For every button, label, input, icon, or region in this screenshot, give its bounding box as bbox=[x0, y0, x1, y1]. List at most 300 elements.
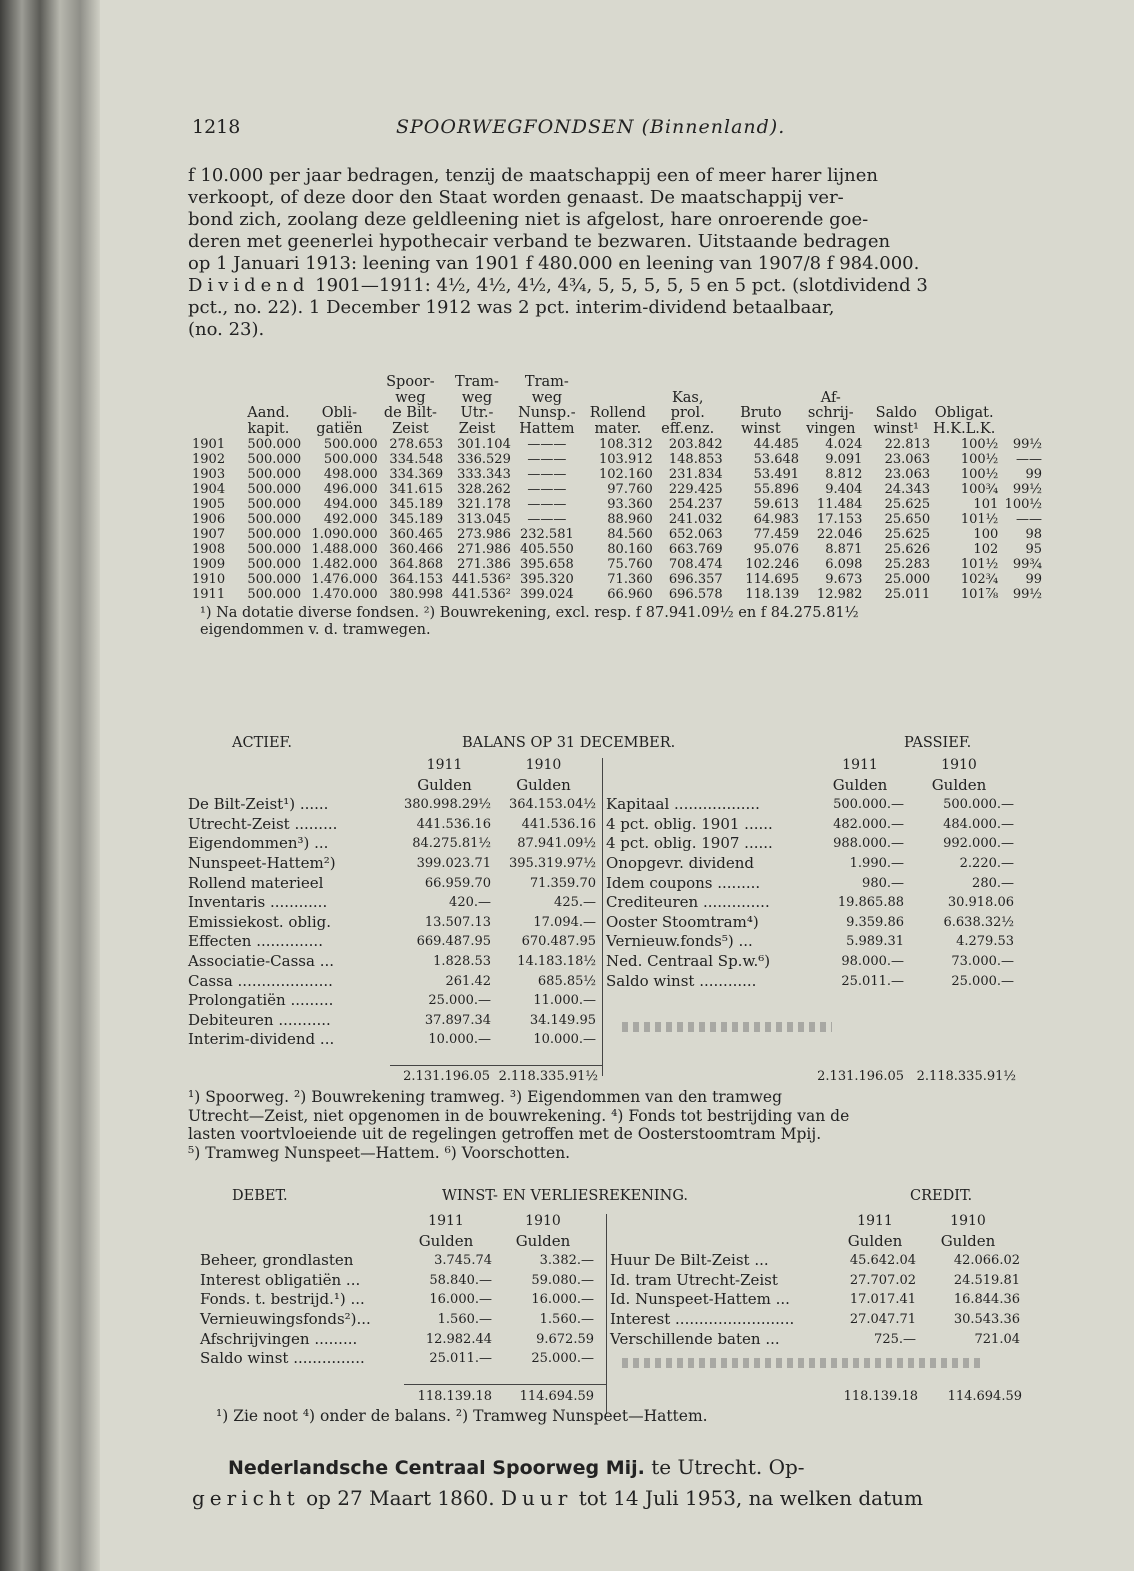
table-cell: 24.343 bbox=[884, 482, 931, 497]
debet-block bbox=[200, 1212, 594, 1369]
table-cell: 500.000 bbox=[247, 512, 302, 527]
header-cell bbox=[192, 422, 236, 438]
row-label: Interest obligatiën ... bbox=[200, 1270, 361, 1289]
table-cell: 328.262 bbox=[457, 482, 511, 497]
dividend-table bbox=[192, 375, 1132, 639]
table-cell: 101½ bbox=[960, 512, 999, 527]
year-cell: 1904 bbox=[192, 482, 226, 497]
table-cell: 229.425 bbox=[668, 482, 723, 497]
row-value-1911: 16.000.— bbox=[429, 1292, 492, 1308]
row-value-1910: 484.000.— bbox=[943, 816, 1014, 832]
header-cell: winst¹ bbox=[873, 420, 919, 437]
table-cell: 25.011 bbox=[884, 587, 931, 602]
activa-row bbox=[188, 932, 596, 952]
row-value-1911: 669.487.95 bbox=[416, 934, 491, 950]
table-cell: 696.578 bbox=[668, 587, 723, 602]
footnote-line: lasten voortvloeiende uit de regelingen getroffen met de Oosterstoomtram Mpij. bbox=[188, 1125, 822, 1143]
table-cell: 118.139 bbox=[745, 587, 800, 602]
row-value-1911: 3.745.74 bbox=[434, 1253, 492, 1269]
company-text: te Utrecht. Op- bbox=[644, 1455, 805, 1479]
header-cell: winst bbox=[741, 420, 781, 437]
activa-row bbox=[188, 854, 596, 874]
unit-label: Gulden bbox=[515, 1231, 571, 1250]
total-1910: 2.118.335.91½ bbox=[498, 1069, 598, 1084]
row-value-1910: 25.000.— bbox=[951, 973, 1014, 989]
table-cell: 97.760 bbox=[607, 482, 653, 497]
table-cell: 399.024 bbox=[519, 587, 574, 602]
table-cell: 102 bbox=[973, 542, 999, 557]
header-cell: eff.enz. bbox=[661, 420, 715, 437]
header-cell bbox=[192, 391, 236, 407]
row-label: Rollend materieel bbox=[188, 873, 324, 892]
table-cell: 99½ bbox=[1012, 437, 1042, 452]
table-cell: 333.343 bbox=[457, 467, 511, 482]
table-cell: 1.470.000 bbox=[311, 587, 378, 602]
table-cell: 71.360 bbox=[607, 572, 653, 587]
year-cell: 1907 bbox=[192, 527, 226, 542]
year-1910: 1910 bbox=[525, 757, 562, 773]
table-cell: 360.466 bbox=[389, 542, 444, 557]
table-cell: 101⅞ bbox=[960, 587, 999, 602]
passiva-row bbox=[606, 834, 1014, 854]
table-cell: 88.960 bbox=[607, 512, 653, 527]
table-cell: 4.024 bbox=[825, 437, 863, 452]
table-cell: 321.178 bbox=[457, 497, 511, 512]
header-cell bbox=[723, 391, 799, 407]
table-cell: 313.045 bbox=[457, 512, 511, 527]
table-cell: 232.581 bbox=[519, 527, 574, 542]
balans-footnotes bbox=[188, 1088, 849, 1162]
header-cell bbox=[998, 406, 1042, 422]
year-cell: 1906 bbox=[192, 512, 226, 527]
header-cell: Bruto bbox=[740, 405, 782, 421]
intro-line: deren met geenerlei hypothecair verband te bezwaren. Uitstaande bedragen bbox=[188, 231, 891, 252]
row-value-1910: 2.220.— bbox=[959, 855, 1014, 871]
row-label: Inventaris ............ bbox=[188, 893, 328, 912]
row-value-1910: 16.844.36 bbox=[953, 1292, 1020, 1308]
winst-footnote: ¹) Zie noot ⁴) onder de balans. ²) Tramweg Nunspeet—Hattem. bbox=[216, 1407, 708, 1425]
row-value-1910: 73.000.— bbox=[951, 953, 1014, 969]
table-cell: 301.104 bbox=[457, 437, 511, 452]
row-label: Associatie-Cassa ... bbox=[188, 951, 335, 970]
passiva-row bbox=[606, 874, 1014, 894]
header-cell: Saldo bbox=[875, 405, 917, 421]
print-smudge bbox=[622, 1022, 832, 1032]
row-value-1910: 685.85½ bbox=[537, 973, 596, 989]
row-value-1911: 12.982.44 bbox=[425, 1331, 492, 1347]
table-cell: 25.626 bbox=[884, 542, 931, 557]
table-cell: 9.091 bbox=[825, 452, 863, 467]
table-footnote: eigendommen v. d. tramwegen. bbox=[200, 622, 431, 638]
table-cell: 102.160 bbox=[599, 467, 653, 482]
header-cell bbox=[930, 375, 998, 391]
table-cell: —— bbox=[1016, 452, 1042, 467]
row-value-1911: 482.000.— bbox=[833, 816, 904, 832]
row-label: Emissiekost. oblig. bbox=[188, 912, 332, 931]
debet-row bbox=[200, 1271, 594, 1291]
actief-heading: ACTIEF. bbox=[232, 735, 292, 751]
row-label: Debiteuren ........... bbox=[188, 1010, 331, 1029]
row-label: Saldo winst ............ bbox=[606, 971, 757, 990]
credit-block bbox=[610, 1212, 1020, 1349]
row-label: Id. Nunspeet-Hattem ... bbox=[610, 1290, 790, 1309]
row-value-1910: 3.382.— bbox=[539, 1253, 594, 1269]
year-1910: 1910 bbox=[525, 1213, 561, 1229]
table-cell: 44.485 bbox=[753, 437, 800, 452]
row-value-1911: 10.000.— bbox=[428, 1032, 491, 1048]
header-cell: Spoor- bbox=[386, 374, 435, 390]
table-cell: 395.658 bbox=[519, 557, 574, 572]
table-cell: 59.613 bbox=[753, 497, 800, 512]
row-value-1910: 24.519.81 bbox=[953, 1272, 1020, 1288]
passiva-row bbox=[606, 795, 1014, 815]
table-cell: 25.625 bbox=[884, 497, 931, 512]
table-cell: 8.812 bbox=[825, 467, 863, 482]
row-value-1911: 13.507.13 bbox=[424, 914, 491, 930]
unit-label: Gulden bbox=[418, 1231, 474, 1250]
table-cell: 114.695 bbox=[745, 572, 800, 587]
row-label: Vernieuw.fonds⁵) ... bbox=[606, 932, 753, 951]
row-value-1910: 25.000.— bbox=[531, 1351, 594, 1367]
book-spine-edge bbox=[0, 0, 100, 1571]
table-cell: 500.000 bbox=[247, 497, 302, 512]
activa-row bbox=[188, 874, 596, 894]
activa-row bbox=[188, 893, 596, 913]
header-cell: kapit. bbox=[247, 420, 290, 437]
table-cell: 12.982 bbox=[816, 587, 863, 602]
total-1910: 114.694.59 bbox=[947, 1389, 1022, 1404]
company-entry-line2 bbox=[192, 1486, 923, 1510]
table-cell: 1.482.000 bbox=[311, 557, 378, 572]
row-label: Onopgevr. dividend bbox=[606, 853, 755, 872]
table-cell: 1.476.000 bbox=[311, 572, 378, 587]
table-cell: 95 bbox=[1025, 542, 1042, 557]
table-cell: 498.000 bbox=[323, 467, 378, 482]
passiva-row bbox=[606, 972, 1014, 992]
row-label: Cassa .................... bbox=[188, 971, 333, 990]
credit-total bbox=[836, 1389, 1022, 1404]
activa-total bbox=[390, 1069, 602, 1084]
header-cell bbox=[583, 391, 653, 407]
table-cell: 500.000 bbox=[247, 587, 302, 602]
row-value-1911: 25.011.— bbox=[429, 1351, 492, 1367]
table-header-row bbox=[192, 406, 1042, 422]
year-cell: 1901 bbox=[192, 437, 226, 452]
debet-heading: DEBET. bbox=[232, 1188, 288, 1204]
row-label: Effecten .............. bbox=[188, 932, 323, 951]
header-cell bbox=[236, 391, 302, 407]
table-row bbox=[192, 512, 1042, 527]
total-1910: 114.694.59 bbox=[519, 1389, 594, 1404]
debet-row bbox=[200, 1330, 594, 1350]
table-cell: 345.189 bbox=[389, 497, 444, 512]
table-cell: 254.237 bbox=[668, 497, 723, 512]
row-value-1911: 420.— bbox=[449, 895, 491, 911]
row-value-1910: 280.— bbox=[972, 875, 1014, 891]
table-cell: 101½ bbox=[960, 557, 999, 572]
row-label: Vernieuwingsfonds²)... bbox=[200, 1309, 371, 1328]
table-footnote: ¹) Na dotatie diverse fondsen. ²) Bouwrekening, excl. resp. f 87.941.09½ en f 84.275.81½ bbox=[200, 605, 859, 621]
table-cell: 500.000 bbox=[247, 467, 302, 482]
header-cell: Rollend bbox=[589, 405, 646, 421]
table-cell: 100 bbox=[973, 527, 999, 542]
footnote-line: Utrecht—Zeist, niet opgenomen in de bouwrekening. ⁴) Fonds tot bestrijding van de bbox=[188, 1106, 850, 1125]
row-value-1911: 37.897.34 bbox=[424, 1012, 491, 1028]
table-cell: 334.548 bbox=[389, 452, 444, 467]
table-cell: 500.000 bbox=[247, 572, 302, 587]
total-rule bbox=[390, 1065, 602, 1066]
row-value-1910: 30.918.06 bbox=[947, 895, 1014, 911]
year-cell: 1903 bbox=[192, 467, 226, 482]
row-value-1910: 34.149.95 bbox=[529, 1012, 596, 1028]
table-cell: 100½ bbox=[960, 467, 999, 482]
table-cell: ——— bbox=[527, 497, 567, 512]
header-cell bbox=[301, 375, 377, 391]
unit-label: Gulden bbox=[516, 775, 571, 794]
table-cell: 75.760 bbox=[607, 557, 653, 572]
row-value-1911: 17.017.41 bbox=[849, 1292, 916, 1308]
table-cell: ——— bbox=[527, 482, 567, 497]
activa-row bbox=[188, 815, 596, 835]
row-value-1911: 66.959.70 bbox=[424, 875, 491, 891]
duur-label: Duur bbox=[500, 1486, 573, 1510]
table-cell: 108.312 bbox=[599, 437, 653, 452]
activa-row bbox=[188, 1011, 596, 1031]
column-divider bbox=[606, 1214, 607, 1414]
page-title: SPOORWEGFONDSEN (Binnenland). bbox=[396, 116, 786, 138]
year-cell: 1902 bbox=[192, 452, 226, 467]
row-label: Utrecht-Zeist ......... bbox=[188, 814, 338, 833]
total-1911: 118.139.18 bbox=[417, 1389, 492, 1404]
row-value-1910: 6.638.32½ bbox=[943, 914, 1014, 930]
row-label: Interim-dividend ... bbox=[188, 1030, 335, 1049]
credit-row bbox=[610, 1330, 1020, 1350]
activa-row bbox=[188, 991, 596, 1011]
total-1910: 2.118.335.91½ bbox=[916, 1069, 1016, 1084]
table-cell: 22.813 bbox=[884, 437, 931, 452]
book-page bbox=[100, 0, 1134, 1571]
row-value-1911: 9.359.86 bbox=[846, 914, 904, 930]
table-cell: 441.536² bbox=[451, 572, 511, 587]
table-cell: 405.550 bbox=[519, 542, 574, 557]
table-cell: 696.357 bbox=[668, 572, 723, 587]
credit-row bbox=[610, 1310, 1020, 1330]
activa-row bbox=[188, 972, 596, 992]
unit-label: Gulden bbox=[832, 775, 888, 794]
row-value-1911: 725.— bbox=[874, 1331, 916, 1347]
header-cell bbox=[862, 391, 930, 407]
row-value-1911: 1.990.— bbox=[849, 855, 904, 871]
row-label: Verschillende baten ... bbox=[610, 1329, 780, 1348]
table-row bbox=[192, 557, 1042, 572]
row-value-1910: 59.080.— bbox=[531, 1272, 594, 1288]
row-label: Fonds. t. bestrijd.¹) ... bbox=[200, 1290, 365, 1309]
table-cell: 77.459 bbox=[753, 527, 800, 542]
actief-block bbox=[188, 756, 596, 1050]
table-cell: 101 bbox=[973, 497, 999, 512]
header-cell: Kas, bbox=[671, 389, 704, 406]
header-cell bbox=[236, 375, 302, 391]
intro-paragraph bbox=[188, 165, 1118, 341]
table-cell: ——— bbox=[527, 437, 567, 452]
table-header-row bbox=[192, 391, 1042, 407]
table-cell: 100½ bbox=[960, 437, 999, 452]
table-cell: 360.465 bbox=[389, 527, 444, 542]
table-cell: 99¾ bbox=[1012, 557, 1042, 572]
table-cell: 663.769 bbox=[668, 542, 723, 557]
table-cell: 492.000 bbox=[323, 512, 378, 527]
passiva-row bbox=[606, 913, 1014, 933]
header-cell: Zeist bbox=[392, 420, 429, 437]
intro-line: bond zich, zoolang deze geldleening niet is afgelost, hare onroerende goe- bbox=[188, 209, 869, 230]
row-value-1911: 988.000.— bbox=[833, 836, 904, 852]
row-value-1911: 25.011.— bbox=[841, 973, 904, 989]
row-value-1911: 5.989.31 bbox=[846, 934, 904, 950]
passiva-row bbox=[606, 854, 1014, 874]
table-cell: 66.960 bbox=[607, 587, 653, 602]
table-cell: 334.369 bbox=[389, 467, 444, 482]
row-label: De Bilt-Zeist¹) ...... bbox=[188, 795, 329, 814]
intro-line bbox=[188, 275, 1118, 297]
table-cell: 25.625 bbox=[884, 527, 931, 542]
table-cell: 102¾ bbox=[960, 572, 999, 587]
table-cell: 25.650 bbox=[884, 512, 931, 527]
header-cell bbox=[653, 375, 723, 391]
header-cell bbox=[799, 375, 862, 391]
header-cell bbox=[723, 375, 799, 391]
row-label: Ned. Centraal Sp.w.⁶) bbox=[606, 951, 771, 970]
year-cell: 1909 bbox=[192, 557, 226, 572]
row-label: Idem coupons ......... bbox=[606, 873, 761, 892]
table-cell: 336.529 bbox=[457, 452, 511, 467]
row-value-1910: 30.543.36 bbox=[953, 1311, 1020, 1327]
year-1911: 1911 bbox=[857, 1213, 893, 1229]
table-row bbox=[192, 542, 1042, 557]
header-cell bbox=[998, 422, 1042, 438]
row-value-1911: 27.047.71 bbox=[849, 1311, 916, 1327]
header-cell: gatiën bbox=[316, 420, 363, 437]
row-value-1910: 17.094.— bbox=[533, 914, 596, 930]
activa-row bbox=[188, 913, 596, 933]
header-cell bbox=[301, 391, 377, 407]
footnote-line: ¹) Spoorweg. ²) Bouwrekening tramweg. ³) Eigendommen van den tramweg bbox=[188, 1088, 783, 1106]
header-cell: Tram- bbox=[524, 374, 569, 390]
header-cell bbox=[192, 375, 236, 391]
table-cell: 500.000 bbox=[247, 437, 302, 452]
table-row bbox=[192, 467, 1042, 482]
table-cell: 148.853 bbox=[668, 452, 723, 467]
table-cell: 341.615 bbox=[389, 482, 444, 497]
row-label: Huur De Bilt-Zeist ... bbox=[610, 1251, 769, 1270]
passief-block bbox=[606, 756, 1014, 991]
table-cell: 364.868 bbox=[389, 557, 444, 572]
table-cell: 103.912 bbox=[599, 452, 653, 467]
row-value-1910: 10.000.— bbox=[533, 1032, 596, 1048]
debet-row bbox=[200, 1310, 594, 1330]
table-cell: 241.032 bbox=[668, 512, 723, 527]
table-row bbox=[192, 452, 1042, 467]
passiva-row bbox=[606, 952, 1014, 972]
header-cell bbox=[930, 391, 998, 407]
header-cell bbox=[192, 406, 236, 422]
company-text: tot 14 Juli 1953, na welken datum bbox=[572, 1486, 923, 1510]
table-cell: 496.000 bbox=[323, 482, 378, 497]
table-cell: 708.474 bbox=[668, 557, 723, 572]
table-cell: 364.153 bbox=[389, 572, 444, 587]
row-value-1911: 45.642.04 bbox=[849, 1253, 916, 1269]
header-cell bbox=[583, 375, 653, 391]
row-label: 4 pct. oblig. 1901 ...... bbox=[606, 814, 773, 833]
year-cell: 1905 bbox=[192, 497, 226, 512]
table-cell: 23.063 bbox=[884, 452, 931, 467]
table-cell: 53.491 bbox=[753, 467, 800, 482]
header-cell: prol. bbox=[670, 405, 705, 421]
row-value-1911: 399.023.71 bbox=[416, 855, 491, 871]
credit-row bbox=[610, 1251, 1020, 1271]
header-cell: H.K.L.K. bbox=[932, 420, 996, 437]
passiva-row bbox=[606, 815, 1014, 835]
header-cell: Aand. bbox=[247, 405, 290, 421]
row-value-1910: 721.04 bbox=[974, 1331, 1020, 1347]
table-cell: 100½ bbox=[960, 452, 999, 467]
winst-title: WINST- EN VERLIESREKENING. bbox=[442, 1188, 688, 1204]
unit-label: Gulden bbox=[847, 1231, 903, 1250]
row-value-1910: 4.279.53 bbox=[956, 934, 1014, 950]
table-cell: 99½ bbox=[1012, 482, 1042, 497]
table-cell: 17.153 bbox=[816, 512, 863, 527]
table-cell: 99 bbox=[1025, 572, 1042, 587]
table-cell: 84.560 bbox=[607, 527, 653, 542]
row-value-1910: 670.487.95 bbox=[521, 934, 596, 950]
row-label: Kapitaal .................. bbox=[606, 795, 760, 814]
footnote-line: ⁵) Tramweg Nunspeet—Hattem. ⁶) Voorschotten. bbox=[188, 1143, 571, 1162]
row-label: Nunspeet-Hattem²) bbox=[188, 853, 336, 872]
column-divider bbox=[602, 758, 603, 1076]
table-header-row bbox=[192, 422, 1042, 438]
unit-label: Gulden bbox=[417, 775, 472, 794]
row-label: Afschrijvingen ......... bbox=[200, 1329, 358, 1348]
row-label: Id. tram Utrecht-Zeist bbox=[610, 1270, 778, 1289]
row-value-1910: 71.359.70 bbox=[529, 875, 596, 891]
table-cell: 278.653 bbox=[389, 437, 444, 452]
header-cell: weg bbox=[395, 389, 426, 406]
page-number: 1218 bbox=[192, 116, 241, 138]
table-cell: 271.986 bbox=[457, 542, 511, 557]
year-cell: 1908 bbox=[192, 542, 226, 557]
header-cell: Tram- bbox=[455, 374, 499, 390]
unit-label: Gulden bbox=[931, 775, 987, 794]
table-cell: 99½ bbox=[1012, 587, 1042, 602]
table-cell: 500.000 bbox=[247, 527, 302, 542]
row-label: Eigendommen³) ... bbox=[188, 834, 329, 853]
debet-row bbox=[200, 1251, 594, 1271]
header-cell: Af- bbox=[820, 389, 841, 406]
table-cell: 9.404 bbox=[825, 482, 863, 497]
row-value-1911: 27.707.02 bbox=[849, 1272, 916, 1288]
table-cell: 395.320 bbox=[519, 572, 574, 587]
total-1911: 2.131.196.05 bbox=[817, 1069, 904, 1084]
debet-row bbox=[200, 1290, 594, 1310]
header-cell: Nunsp.- bbox=[518, 405, 576, 421]
row-value-1910: 11.000.— bbox=[533, 993, 596, 1009]
table-cell: ——— bbox=[527, 452, 567, 467]
table-cell: ——— bbox=[527, 512, 567, 527]
table-row bbox=[192, 482, 1042, 497]
row-value-1911: 84.275.81½ bbox=[412, 836, 491, 852]
row-value-1911: 1.560.— bbox=[437, 1311, 492, 1327]
row-value-1910: 425.— bbox=[554, 895, 596, 911]
total-1911: 2.131.196.05 bbox=[403, 1069, 490, 1084]
